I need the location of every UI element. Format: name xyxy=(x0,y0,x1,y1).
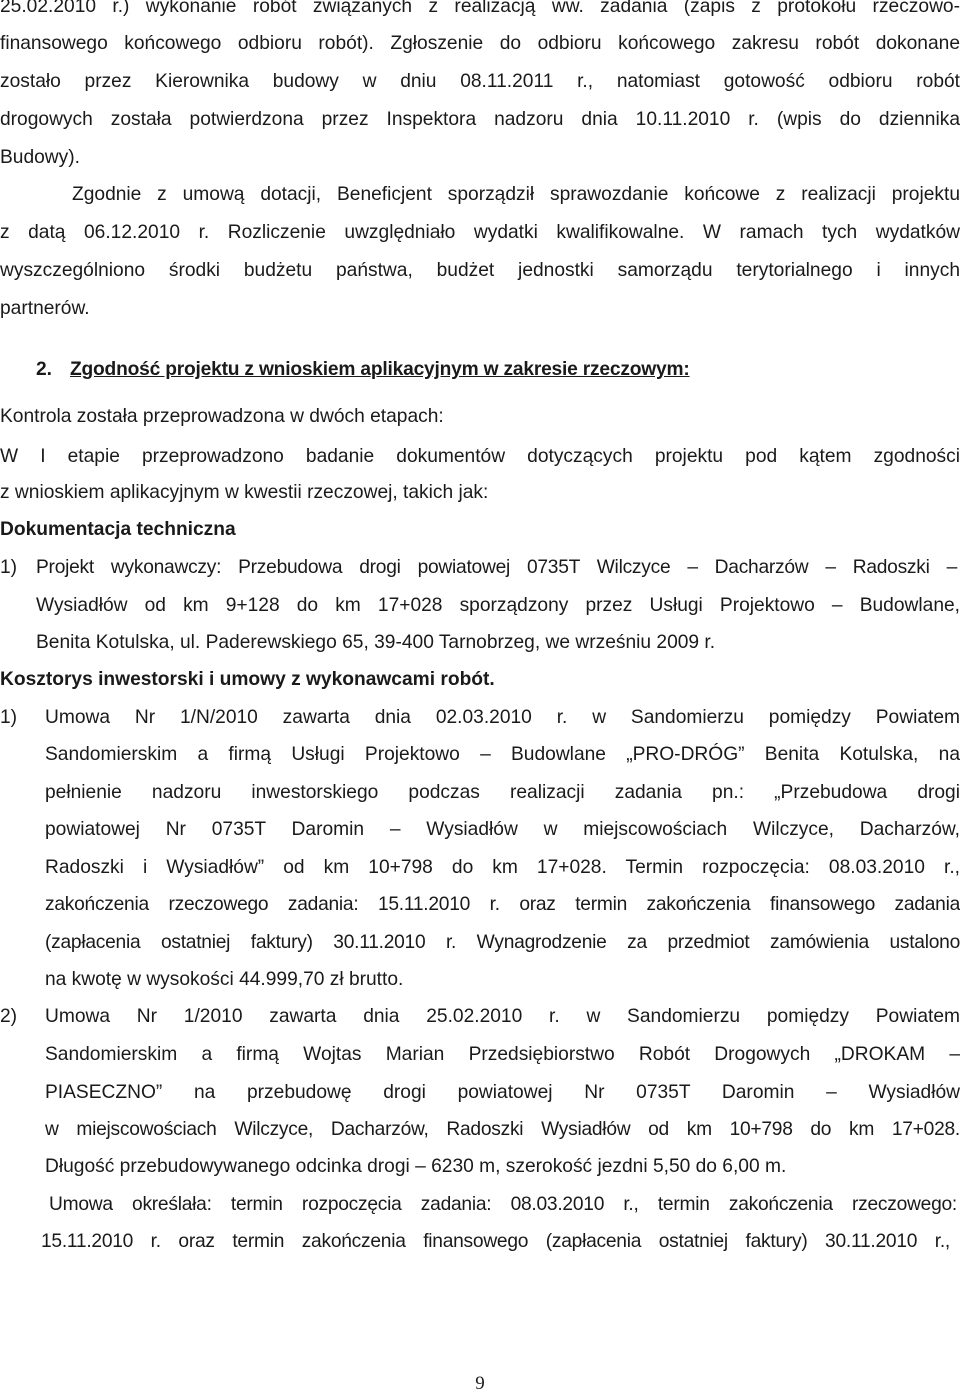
list-item-line: Wysiadłów od km 9+128 do km 17+028 sporządzony przez Usługi Projektowo – Budowlane, xyxy=(36,595,960,616)
paragraph-line: partnerów. xyxy=(0,298,90,319)
section-number: 2. xyxy=(36,359,53,380)
intro-line: finansowego końcowego odbioru robót). Zgłoszenie do odbioru końcowego zakresu robót dokonane xyxy=(0,33,960,54)
intro-line: Budowy). xyxy=(0,147,80,168)
control-line: z wnioskiem aplikacyjnym w kwestii rzeczowej, takich jak: xyxy=(0,482,489,503)
contract-line: Sandomierskim a firmą Usługi Projektowo – Budowlane „PRO-DRÓG” Benita Kotulska, na xyxy=(45,744,960,765)
list-number: 1) xyxy=(0,707,18,728)
intro-line: drogowych została potwierdzona przez Inspektora nadzoru dnia 10.11.2010 r. (wpis do dziennika xyxy=(0,109,960,130)
control-line: Kontrola została przeprowadzona w dwóch etapach: xyxy=(0,406,444,427)
contract-line: Umowa Nr 1/2010 zawarta dnia 25.02.2010 r. w Sandomierzu pomiędzy Powiatem xyxy=(45,1006,960,1027)
contract-line: Sandomierskim a firmą Wojtas Marian Przedsiębiorstwo Robót Drogowych „DROKAM – xyxy=(45,1044,960,1065)
contract-line: zakończenia rzeczowego zadania: 15.11.2010 r. oraz termin zakończenia finansowego zadania xyxy=(45,894,960,915)
contract-line: na kwotę w wysokości 44.999,70 zł brutto. xyxy=(45,969,404,990)
contract-line: Radoszki i Wysiadłów” od km 10+798 do km 17+028. Termin rozpoczęcia: 08.03.2010 r., xyxy=(45,857,960,878)
list-number: 2) xyxy=(0,1006,18,1027)
list-item-line: Projekt wykonawczy: Przebudowa drogi powiatowej 0735T Wilczyce – Dacharzów – Radoszki – xyxy=(36,557,957,578)
section-heading: Zgodność projektu z wnioskiem aplikacyjnym w zakresie rzeczowym: xyxy=(70,359,690,380)
contract-line: powiatowej Nr 0735T Daromin – Wysiadłów w miejscowościach Wilczyce, Dacharzów, xyxy=(45,819,960,840)
contract-line: Umowa określała: termin rozpoczęcia zadania: 08.03.2010 r., termin zakończenia rzeczowego: xyxy=(49,1194,957,1215)
contract-line: 15.11.2010 r. oraz termin zakończenia finansowego (zapłacenia ostatniej faktury) 30.11.2010 r., xyxy=(41,1231,950,1252)
paragraph-line: z datą 06.12.2010 r. Rozliczenie uwzględniało wydatki kwalifikowalne. W ramach tych wydatków xyxy=(0,222,960,243)
page-number: 9 xyxy=(475,1373,485,1394)
contract-line: pełnienie nadzoru inwestorskiego podczas realizacji zadania pn.: „Przebudowa drogi xyxy=(45,782,960,803)
paragraph-line: wyszczególniono środki budżetu państwa, budżet jednostki samorządu terytorialnego i innych xyxy=(0,260,960,281)
contract-line: Umowa Nr 1/N/2010 zawarta dnia 02.03.2010 r. w Sandomierzu pomiędzy Powiatem xyxy=(45,707,960,728)
list-item-line: Benita Kotulska, ul. Paderewskiego 65, 39-400 Tarnobrzeg, we wrześniu 2009 r. xyxy=(36,632,716,653)
subheading-technical-docs: Dokumentacja techniczna xyxy=(0,519,236,540)
contract-line: PIASECZNO” na przebudowę drogi powiatowej Nr 0735T Daromin – Wysiadłów xyxy=(45,1082,960,1103)
intro-line: zostało przez Kierownika budowy w dniu 08.11.2011 r., natomiast gotowość odbioru robót xyxy=(0,71,960,92)
control-line: W I etapie przeprowadzono badanie dokumentów dotyczących projektu pod kątem zgodności xyxy=(0,446,960,467)
subheading-cost-estimate: Kosztorys inwestorski i umowy z wykonawcami robót. xyxy=(0,669,495,690)
contract-line: (zapłacenia ostatniej faktury) 30.11.2010 r. Wynagrodzenie za przedmiot zamówienia ustalono xyxy=(45,932,960,953)
list-number: 1) xyxy=(0,557,18,578)
contract-line: w miejscowościach Wilczyce, Dacharzów, Radoszki Wysiadłów od km 10+798 do km 17+028. xyxy=(45,1119,960,1140)
paragraph-line: Zgodnie z umową dotacji, Beneficjent sporządził sprawozdanie końcowe z realizacji projektu xyxy=(72,184,960,205)
intro-line: 25.02.2010 r.) wykonanie robót związanych z realizacją ww. zadania (zapis z protokołu rzeczowo- xyxy=(0,0,960,17)
contract-line: Długość przebudowywanego odcinka drogi – 6230 m, szerokość jezdni 5,50 do 6,00 m. xyxy=(45,1156,787,1177)
